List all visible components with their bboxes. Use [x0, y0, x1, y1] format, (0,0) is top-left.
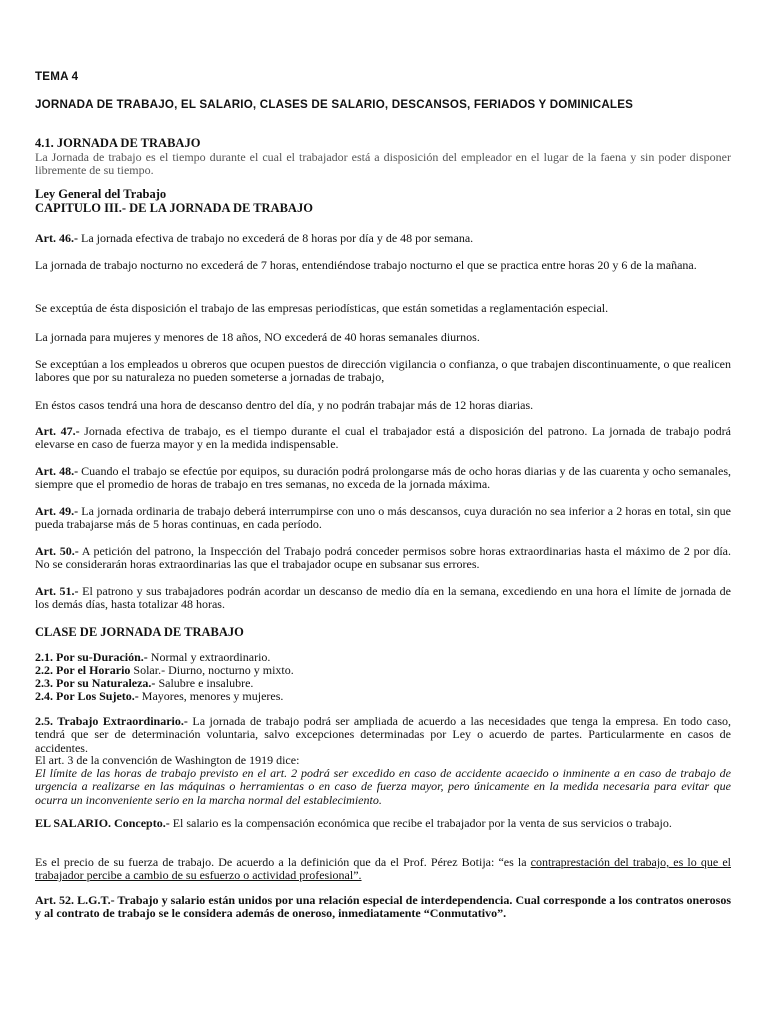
- art-51-text: El patrono y sus trabajadores podrán acordar un descanso de medio día en la semana, excediendo en una hora el límite de jornada de los demás días, hasta totalizar 48 horas.: [35, 584, 732, 612]
- art-48: [35, 465, 731, 492]
- art-50-label: Art. 50.-: [35, 544, 79, 558]
- topic-number: TEMA 4: [35, 70, 79, 83]
- paragraph-exceptua: Se exceptúa de ésta disposición el trabajo de las empresas periodísticas, que están sometidas a reglamentación especial.: [35, 301, 609, 315]
- art-49-text: La jornada ordinaria de trabajo deberá interrumpirse con uno o más descansos, cuya duración no sea inferior a 2 horas en total, sin que pueda trabajarse más de 5 horas continuas, en cada período.: [35, 504, 731, 532]
- washington-line: El art. 3 de la convención de Washington de 1919 dice:: [35, 753, 300, 767]
- salario-concepto: [35, 817, 731, 830]
- salario-def-intro: Es el precio de su fuerza de trabajo. De acuerdo a la definición que da el Prof. Pérez Botija: “es la: [35, 855, 531, 869]
- paragraph-mujeres: La jornada para mujeres y menores de 18 años, NO excederá de 40 horas semanales diurnos.: [35, 330, 480, 344]
- art-48-label: Art. 48.-: [35, 464, 79, 478]
- section-2-5: [35, 715, 731, 755]
- section-2-5-label: 2.5. Trabajo Extraordinario.-: [35, 714, 188, 728]
- clase-item-text: Salubre e insalubre.: [155, 676, 254, 690]
- art-49: [35, 505, 731, 532]
- art-46: [35, 232, 731, 245]
- document-title: JORNADA DE TRABAJO, EL SALARIO, CLASES DE SALARIO, DESCANSOS, FERIADOS Y DOMINICALES: [35, 98, 634, 111]
- section-2-5-text: La jornada de trabajo podrá ser ampliada de acuerdo a las necesidades que tenga la empresa. En todo caso, tendrá que ser de determinación voluntaria, salvo excepciones determinadas por Ley o acuerdo de partes. Particularmente en casos de accidentes.: [35, 714, 731, 755]
- salario-text: El salario es la compensación económica que recibe el trabajador por la venta de sus servicios o trabajo.: [169, 816, 672, 830]
- washington-quote: El límite de las horas de trabajo previsto en el art. 2 podrá ser excedido en caso de accidente acaecido o inminente a en caso de trabajo de urgencia a realizarse en las máquinas o herramientas o en caso de fuerza mayor, pero únicamente en la medida necesaria para evitar que ocurra un inconveniente serio en la marcha normal del establecimiento.: [35, 766, 731, 807]
- salario-definicion: [35, 856, 731, 883]
- clase-item-label: 2.4. Por Los Sujeto.-: [35, 689, 139, 703]
- law-title: Ley General del Trabajo: [35, 187, 167, 201]
- art-49-label: Art. 49.-: [35, 504, 79, 518]
- art-51: [35, 585, 731, 612]
- clase-item-text: Solar.- Diurno, nocturno y mixto.: [130, 663, 294, 677]
- art-50-text: A petición del patrono, la Inspección del Trabajo podrá conceder permisos sobre horas extraordinarias hasta el máximo de 2 por día. No se considerarán horas extraordinarias las que el trabajador ocupe en subsanar sus errores.: [35, 544, 732, 572]
- art-51-label: Art. 51.-: [35, 584, 79, 598]
- section-4-1-text: La Jornada de trabajo es el tiempo durante el cual el trabajador está a disposición del empleador en el lugar de la faena y sin poder disponer libremente de su tiempo.: [35, 150, 731, 178]
- paragraph-casos: En éstos casos tendrá una hora de descanso dentro del día, y no podrán trabajar más de 12 horas diarias.: [35, 398, 534, 412]
- salario-def-quote: contraprestación del trabajo, es lo que el trabajador percibe a cambio de su esfuerzo o actividad profesional”.: [35, 855, 731, 883]
- clase-item-label: 2.2. Por el Horario: [35, 663, 131, 677]
- clase-item-label: 2.3. Por su Naturaleza.-: [35, 676, 156, 690]
- clase-item: [35, 690, 731, 703]
- art-48-text: Cuando el trabajo se efectúe por equipos, su duración podrá prolongarse más de ocho horas diarias y de las cuarenta y ocho semanales, siempre que el promedio de horas de trabajo en tres semanas, no exceda de la jornada máxima.: [35, 464, 731, 492]
- clase-item-text: Mayores, menores y mujeres.: [138, 689, 284, 703]
- clase-item-text: Normal y extraordinario.: [147, 650, 271, 664]
- art-50: [35, 545, 731, 572]
- art-47-text: Jornada efectiva de trabajo, es el tiempo durante el cual el trabajador está a disposición del patrono. La jornada de trabajo podrá elevarse en caso de fuerza mayor y en la medida indispensable.: [35, 424, 731, 452]
- salario-label: EL SALARIO. Concepto.-: [35, 816, 170, 830]
- paragraph-nocturno: La jornada de trabajo nocturno no excederá de 7 horas, entendiéndose trabajo nocturno el que se practica entre horas 20 y 6 de la mañana.: [35, 258, 697, 272]
- clase-heading: CLASE DE JORNADA DE TRABAJO: [35, 625, 244, 639]
- paragraph-exceptuan: Se exceptúan a los empleados u obreros que ocupen puestos de dirección vigilancia o confianza, o que trabajen discontinuamente, o que realicen labores que por su naturaleza no pueden someterse a jornadas de trabajo,: [35, 357, 731, 385]
- section-4-1-heading: 4.1. JORNADA DE TRABAJO: [35, 136, 201, 150]
- art-47-label: Art. 47.-: [35, 424, 80, 438]
- art-46-text: La jornada efectiva de trabajo no excederá de 8 horas por día y de 48 por semana.: [77, 231, 474, 245]
- chapter-title: CAPITULO III.- DE LA JORNADA DE TRABAJO: [35, 201, 313, 215]
- art-52: Art. 52. L.G.T.- Trabajo y salario están unidos por una relación especial de interdependencia. Cual corresponde a los contratos onerosos y al contrato de trabajo se le considera además de oneroso, inmediatamente “Conmutativo”.: [35, 893, 731, 921]
- art-47: [35, 425, 731, 452]
- art-46-label: Art. 46.-: [35, 231, 78, 245]
- clase-item-label: 2.1. Por su-Duración.-: [35, 650, 148, 664]
